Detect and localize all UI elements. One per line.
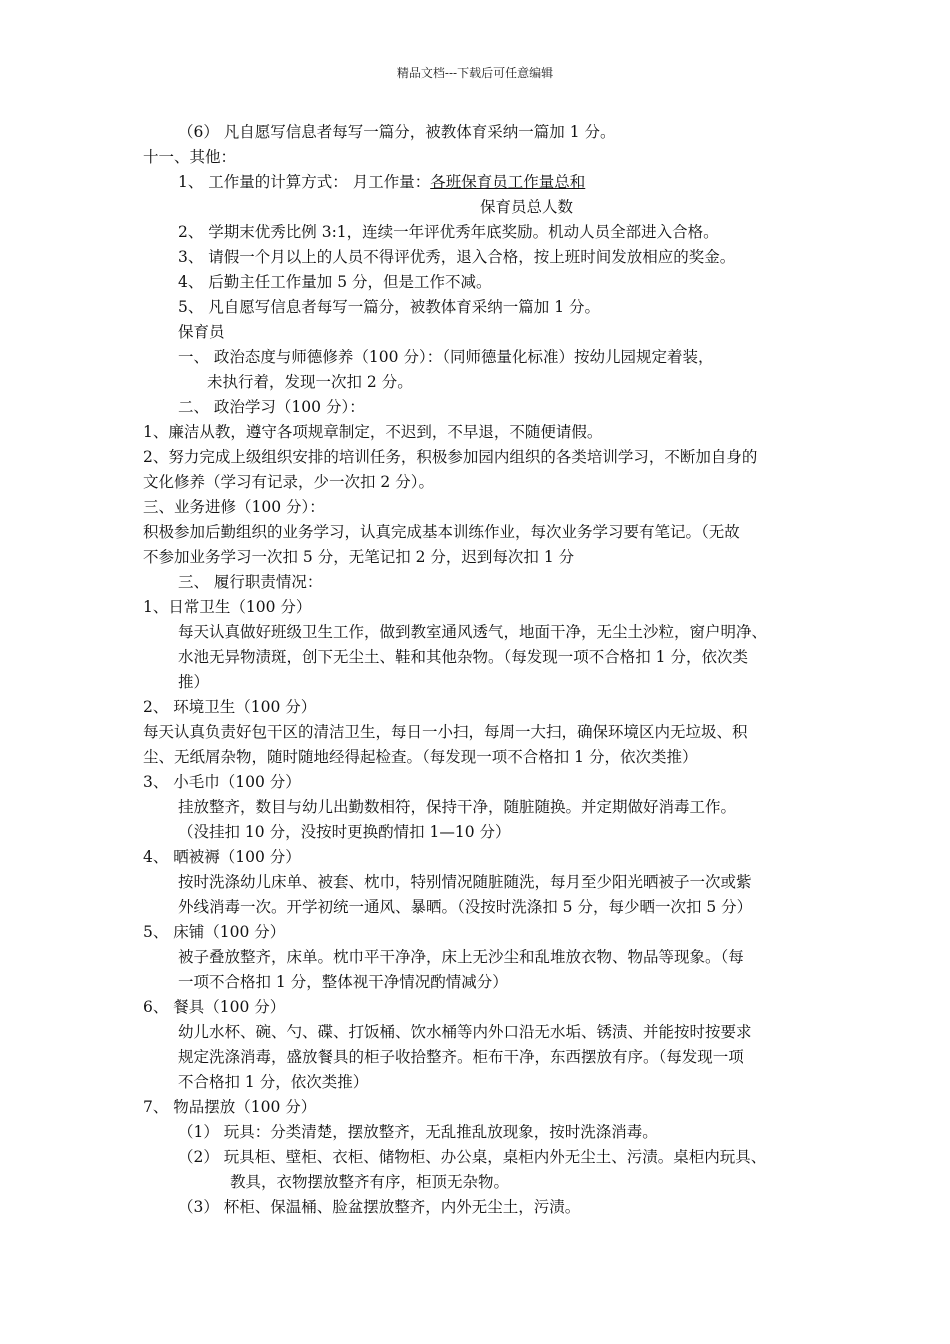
text-line (178, 172, 585, 192)
text-line: 每天认真负责好包干区的清洁卫生，每日一小扫，每周一大扫，确保环境区内无垃圾、积 (143, 723, 748, 741)
text-line: 每天认真做好班级卫生工作，做到教室通风透气，地面干净，无尘土沙粒，窗户明净、 (178, 623, 768, 641)
section-heading: 三、 履行职责情况： (178, 573, 323, 591)
text-line: 积极参加后勤组织的业务学习，认真完成基本训练作业，每次业务学习要有笔记。（无故 (143, 523, 740, 541)
text-line: 教具，衣物摆放整齐有序，柜顶无杂物。 (230, 1173, 510, 1191)
subsection-heading: 1、日常卫生（100 分） (143, 598, 312, 616)
text-line: 5、 凡自愿写信息者每写一篇分，被教体育采纳一篇加 1 分。 (178, 298, 601, 316)
text-line: 4、 后勤主任工作量加 5 分，但是工作不减。 (178, 273, 492, 291)
section-heading: 三、业务进修（100 分）： (143, 498, 325, 516)
subsection-heading: 5、 床铺（100 分） (143, 923, 286, 941)
formula-numerator: 各班保育员工作量总和 (430, 173, 586, 191)
section-heading: 十一、其他： (143, 148, 237, 166)
text-line: 按时洗涤幼儿床单、被套、枕巾，特别情况随脏随洗，每月至少阳光晒被子一次或紫 (178, 873, 752, 891)
text-line: 推） (178, 673, 210, 691)
text-line: 幼儿水杯、碗、勺、碟、打饭桶、饮水桶等内外口沿无水垢、锈渍、并能按时按要求 (178, 1023, 752, 1041)
text-line: 水池无异物渍斑，创下无尘土、鞋和其他杂物。（每发现一项不合格扣 1 分，依次类 (178, 648, 748, 666)
list-item: （3） 杯柜、保温桶、脸盆摆放整齐，内外无尘土，污渍。 (178, 1198, 581, 1216)
text-line: 文化修养（学习有记录，少一次扣 2 分）。 (143, 473, 434, 491)
subsection-heading: 6、 餐具（100 分） (143, 998, 286, 1016)
text-line: 1、廉洁从教，遵守各项规章制定，不迟到，不早退，不随便请假。 (143, 423, 603, 441)
list-item: （1） 玩具：分类清楚，摆放整齐，无乱推乱放现象，按时洗涤消毒。 (178, 1123, 658, 1141)
subsection-heading: 4、 晒被褥（100 分） (143, 848, 301, 866)
text-line: （6） 凡自愿写信息者每写一篇分，被教体育采纳一篇加 1 分。 (178, 123, 616, 141)
section-heading: 二、 政治学习（100 分）： (178, 398, 365, 416)
text-line: 未执行着，发现一次扣 2 分。 (207, 373, 413, 391)
page-header: 精品文档---下载后可任意编辑 (396, 66, 554, 80)
formula-label: 1、 工作量的计算方式： 月工作量： (178, 173, 431, 191)
list-item: （2） 玩具柜、壁柜、衣柜、储物柜、办公桌，桌柜内外无尘土、污渍。桌柜内玩具、 (178, 1148, 767, 1166)
text-line: 挂放整齐，数目与幼儿出勤数相符，保持干净，随脏随换。并定期做好消毒工作。 (178, 798, 737, 816)
text-line: （没挂扣 10 分，没按时更换酌情扣 1—10 分） (178, 823, 511, 841)
subsection-heading: 7、 物品摆放（100 分） (143, 1098, 317, 1116)
text-line: 规定洗涤消毒，盛放餐具的柜子收拾整齐。柜布干净，东西摆放有序。（每发现一项 (178, 1048, 744, 1066)
text-line: 外线消毒一次。开学初统一通风、暴晒。（没按时洗涤扣 5 分，每少晒一次扣 5 分） (178, 898, 753, 916)
text-line: 被子叠放整齐，床单。枕巾平干净净，床上无沙尘和乱堆放衣物、物品等现象。（每 (178, 948, 744, 966)
section-heading: 保育员 (178, 323, 225, 341)
text-line: 2、努力完成上级组织安排的培训任务，积极参加园内组织的各类培训学习，不断加自身的 (143, 448, 758, 466)
text-line: 3、 请假一个月以上的人员不得评优秀，退入合格，按上班时间发放相应的奖金。 (178, 248, 736, 266)
formula-denominator: 保育员总人数 (480, 198, 574, 216)
text-line: 不参加业务学习一次扣 5 分，无笔记扣 2 分，迟到每次扣 1 分 (143, 548, 575, 566)
text-line: 一项不合格扣 1 分，整体视干净情况酌情减分） (178, 973, 508, 991)
subsection-heading: 2、 环境卫生（100 分） (143, 698, 317, 716)
text-line: 2、 学期末优秀比例 3:1，连续一年评优秀年底奖励。机动人员全部进入合格。 (178, 223, 719, 241)
text-line: 尘、无纸屑杂物，随时随地经得起检查。（每发现一项不合格扣 1 分，依次类推） (143, 748, 698, 766)
section-heading: 一、 政治态度与师德修养（100 分）：（同师德量化标准）按幼儿园规定着装， (178, 348, 714, 366)
text-line: 不合格扣 1 分，依次类推） (178, 1073, 369, 1091)
subsection-heading: 3、 小毛巾（100 分） (143, 773, 301, 791)
